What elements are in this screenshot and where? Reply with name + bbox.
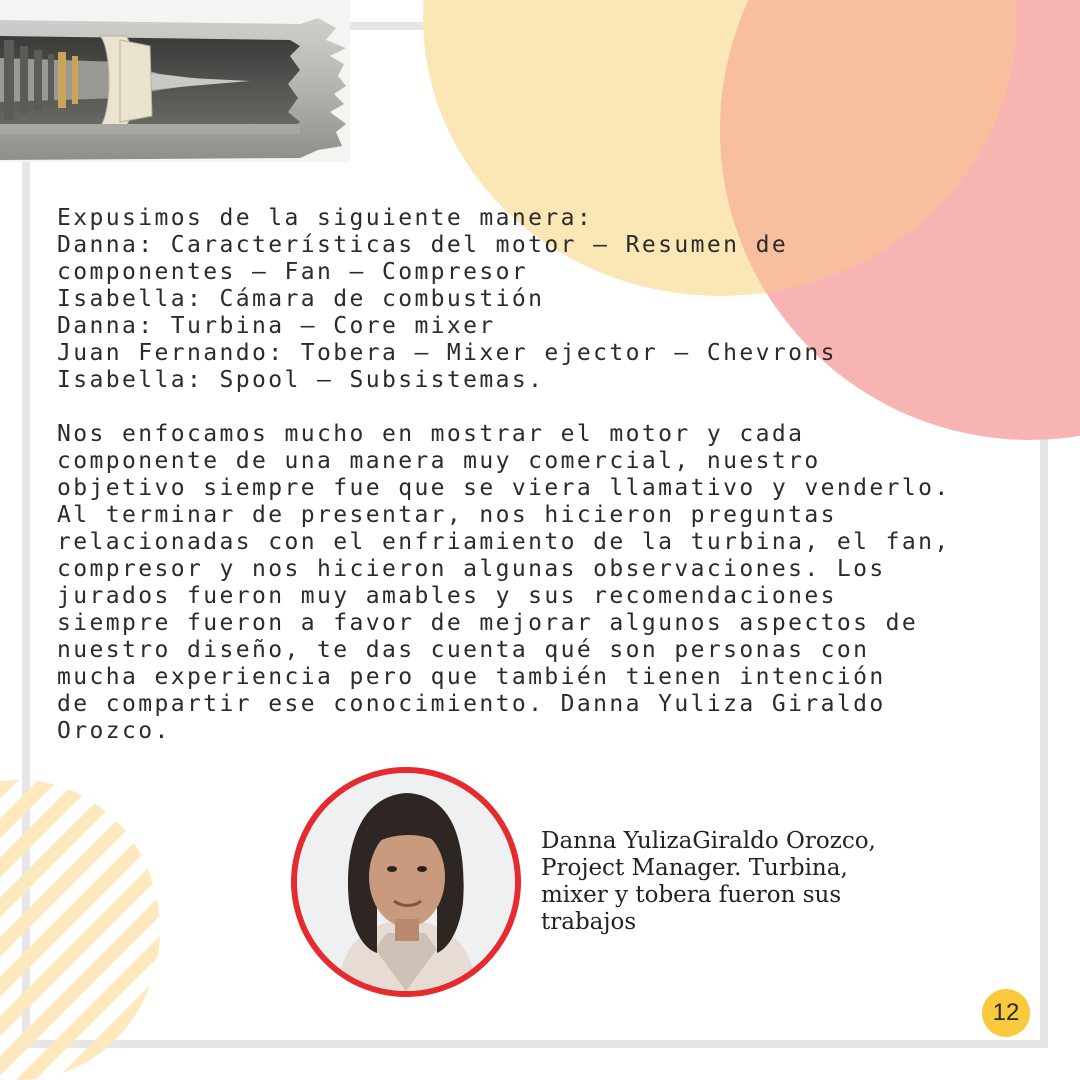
paragraph-1-line: Juan Fernando: Tobera – Mixer ejector – Chevrons (57, 340, 837, 366)
paragraph-2-line: jurados fueron muy amables y sus recomendaciones (57, 583, 837, 609)
paragraph-2-line: de compartir ese conocimiento. Danna Yuliza Giraldo (57, 691, 886, 717)
paragraph-2-line: Al terminar de presentar, nos hicieron preguntas (57, 502, 837, 528)
paragraph-2-line: objetivo siempre fue que se viera llamativo y venderlo. (57, 475, 951, 501)
paragraph-1-line: Danna: Características del motor – Resumen de (57, 232, 789, 258)
paragraph-2-line: relacionadas con el enfriamiento de la turbina, el fan, (57, 529, 951, 555)
paragraph-2-line: compresor y nos hicieron algunas observaciones. Los (57, 556, 886, 582)
person-portrait-image (297, 773, 515, 991)
paragraph-1-line: componentes – Fan – Compresor (57, 259, 529, 285)
paragraph-2-line: componente de una manera muy comercial, nuestro (57, 448, 821, 474)
paragraph-1-line: Expusimos de la siguiente manera: (57, 205, 594, 231)
profile-photo (291, 767, 521, 997)
paragraph-1-line: Isabella: Cámara de combustión (57, 286, 545, 312)
jet-engine-cutaway-image (0, 0, 350, 162)
caption-line: trabajos (541, 909, 637, 935)
caption-line: mixer y tobera fueron sus (541, 882, 842, 908)
photo-caption (541, 828, 961, 936)
paragraph-gap (57, 394, 977, 421)
paragraph-1-line: Isabella: Spool – Subsistemas. (57, 367, 545, 393)
paragraph-2-line: Orozco. (57, 718, 171, 744)
body-text (57, 205, 977, 745)
paragraph-2-line: siempre fueron a favor de mejorar algunos aspectos de (57, 610, 919, 636)
caption-line: Project Manager. Turbina, (541, 855, 848, 881)
paragraph-2-line: mucha experiencia pero que también tienen intención (57, 664, 886, 690)
paragraph-2-line: nuestro diseño, te das cuenta qué son personas con (57, 637, 870, 663)
paragraph-1-line: Danna: Turbina – Core mixer (57, 313, 496, 339)
caption-line: Danna YulizaGiraldo Orozco, (541, 828, 876, 854)
paragraph-2-line: Nos enfocamos mucho en mostrar el motor y cada (57, 421, 805, 447)
page-number-badge: 12 (982, 989, 1030, 1037)
